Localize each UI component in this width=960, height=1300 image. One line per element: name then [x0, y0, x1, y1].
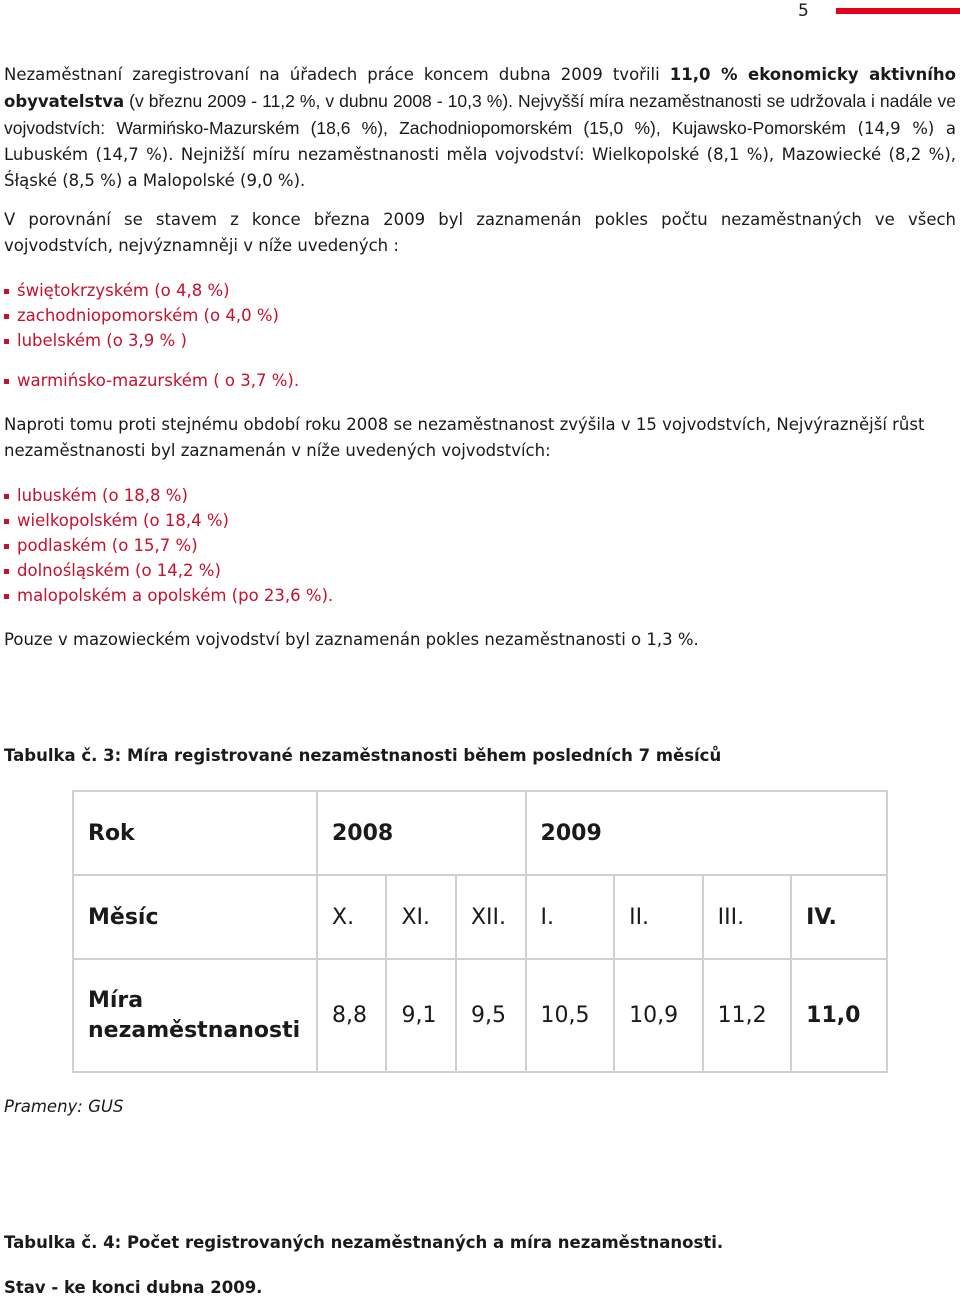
- rate-cell: 9,5: [456, 959, 526, 1072]
- paragraph-mazowieckie: Pouze v mazowieckém vojvodství byl zaznamenán pokles nezaměstnanosti o 1,3 %.: [4, 630, 699, 649]
- header-rule: [836, 8, 960, 14]
- unemployment-rate-table: [72, 790, 888, 1073]
- paragraph-summary-c: (v březnu 2009 - 11,2 %, v dubnu 2008 - 10,3 %). Nejvyšší míra nezaměstnanosti se udržovala i nadále ve vojvodstvích: Warmińsko-Mazurském (18,6 %), Zachodniopomorském (15,0 %), Kujawsko-Pomorském: [4, 91, 956, 138]
- month-cell: III.: [703, 875, 792, 959]
- paragraph-comparison-2008: Naproti tomu proti stejnému období roku 2008 se nezaměstnanost zvýšila v 15 vojvodstvích, Nejvýraznější růst nezaměstnanosti byl zaznamenán v níže uvedených vojvodstvích:: [4, 415, 925, 460]
- decrease-list: [4, 278, 299, 393]
- year-2009-cell: 2009: [526, 791, 887, 875]
- paragraph-summary: [4, 62, 956, 194]
- month-cell: IV.: [791, 875, 887, 959]
- table4-subcaption: Stav - ke konci dubna 2009.: [4, 1278, 263, 1297]
- table-row-year: [73, 791, 887, 875]
- page-number: 5: [798, 1, 809, 21]
- table4-caption: Tabulka č. 4: Počet registrovaných nezaměstnaných a míra nezaměstnanosti.: [4, 1233, 724, 1252]
- year-2008-cell: 2008: [317, 791, 526, 875]
- list-item: podlaském (o 15,7 %): [4, 533, 333, 558]
- list-item: dolnośląském (o 14,2 %): [4, 558, 333, 583]
- row-label-year: Rok: [73, 791, 317, 875]
- month-cell: X.: [317, 875, 386, 959]
- rate-cell: 10,9: [614, 959, 703, 1072]
- list-item: zachodniopomorském (o 4,0 %): [4, 303, 299, 328]
- increase-list: [4, 483, 333, 608]
- rate-cell: 9,1: [386, 959, 455, 1072]
- list-item: świętokrzyském (o 4,8 %): [4, 278, 299, 303]
- table-row-rate: [73, 959, 887, 1072]
- month-cell: II.: [614, 875, 703, 959]
- row-label-rate: [73, 959, 317, 1072]
- paragraph-comparison-march: V porovnání se stavem z konce března 2009 byl zaznamenán pokles počtu nezaměstnaných ve všech vojvodstvích, nejvýznamněji v níže uvedených :: [4, 210, 956, 255]
- list-item: wielkopolském (o 18,4 %): [4, 508, 333, 533]
- list-item: lubelském (o 3,9 % ): [4, 328, 299, 353]
- list-item: malopolském a opolském (po 23,6 %).: [4, 583, 333, 608]
- table3-source: Prameny: GUS: [4, 1097, 124, 1116]
- month-cell: XII.: [456, 875, 526, 959]
- rate-cell: 10,5: [526, 959, 615, 1072]
- row-label-rate-line1: Míra: [88, 987, 144, 1013]
- month-cell: I.: [526, 875, 615, 959]
- paragraph-summary-a: Nezaměstnaní zaregistrovaní na úřadech práce koncem dubna 2009 tvořili: [4, 65, 670, 84]
- rate-cell: 11,0: [791, 959, 887, 1072]
- paragraph-summary-d: (14,9 %) a Lubuském (14,7 %). Nejnižší míru nezaměstnanosti měla vojvodství: Wielkopolské (8,1 %), Mazowiecké (8,2 %), Śłąské (8,5 %) a Malopolské (9,0 %).: [4, 119, 957, 190]
- list-item: lubuském (o 18,8 %): [4, 483, 333, 508]
- table-row-month: [73, 875, 887, 959]
- rate-cell: 11,2: [703, 959, 792, 1072]
- list-item: warmińsko-mazurském ( o 3,7 %).: [4, 368, 299, 393]
- row-label-month: Měsíc: [73, 875, 317, 959]
- paragraph-summary-bold: 11,0 % ekonomicky aktivního obyvatelstva: [4, 65, 956, 111]
- table3-caption: Tabulka č. 3: Míra registrované nezaměstnanosti během posledních 7 měsíců: [4, 746, 722, 765]
- rate-cell: 8,8: [317, 959, 386, 1072]
- month-cell: XI.: [386, 875, 455, 959]
- row-label-rate-line2: nezaměstnanosti: [88, 1017, 301, 1043]
